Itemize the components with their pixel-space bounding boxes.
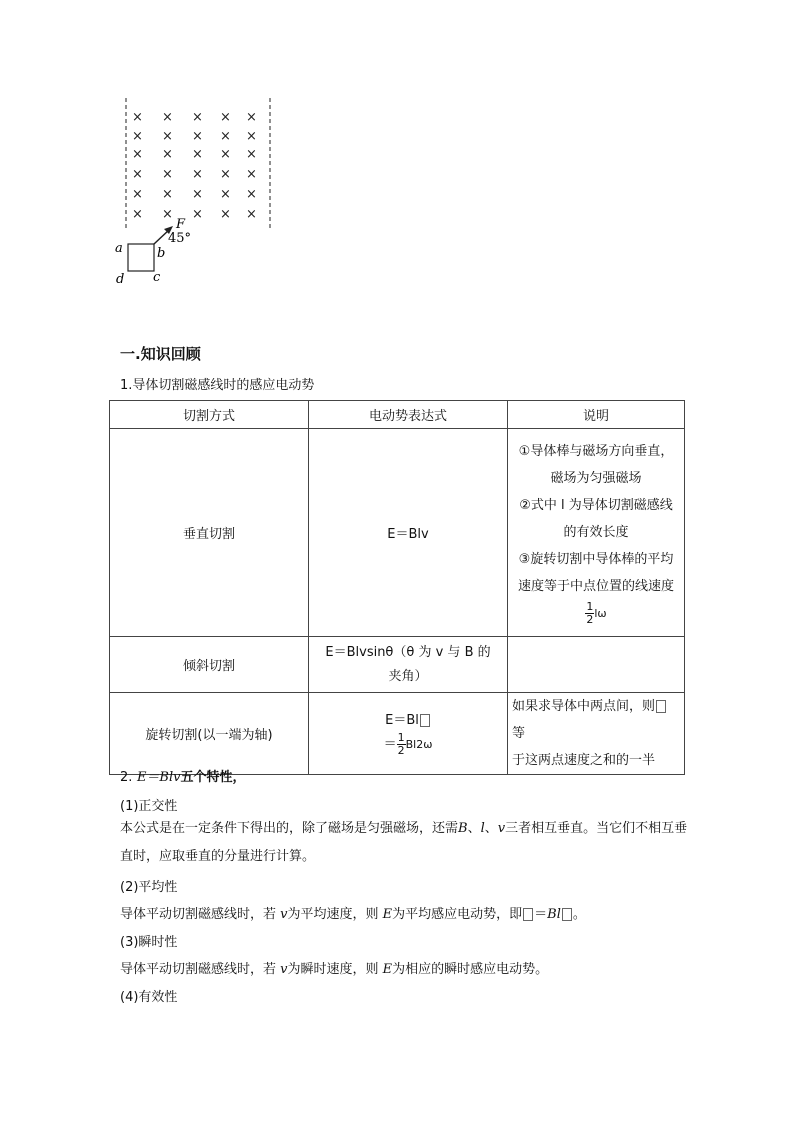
label-d: d [116,272,125,287]
magnetic-field-figure [108,94,288,294]
label-angle: 45° [168,231,192,246]
row2-method: 倾斜切割 [110,637,309,693]
table-row [110,429,685,637]
item-average-text: 导体平动切割磁感线时，若 v为平均速度，则 E为平均感应电动势，即 ＝Bl 。 [120,907,586,922]
field-cross-mark: × [220,207,231,222]
field-cross-mark: × [132,167,143,182]
item-effective-title: (4)有效性 [120,990,178,1005]
row3-notes: 如果求导体中两点间，则等 于这两点速度之和的一半 [508,693,685,775]
missing-glyph-box [523,908,533,921]
table-row [110,637,685,693]
note-fraction-line [512,600,680,627]
fraction: $\frac{1}{2}$ [586,600,594,626]
field-cross-mark: × [220,129,231,144]
item-instant-text: 导体平动切割磁感线时，若 v为瞬时速度，则 E为相应的瞬时感应电动势。 [120,962,549,977]
fraction: $\frac{1}{2}$ [397,731,405,757]
row2-notes [508,637,685,693]
label-c: c [153,270,161,285]
field-cross-mark: × [246,207,257,222]
field-cross-mark: × [220,147,231,162]
row1-method: 垂直切割 [110,429,309,637]
missing-glyph-box [656,700,666,713]
field-cross-mark: × [162,167,173,182]
field-crosses [132,110,257,222]
item-orthogonality-title: (1)正交性 [120,799,178,814]
field-cross-mark: × [192,110,203,125]
note-line: 的有效长度 [563,525,629,540]
header-notes: 说明 [508,401,685,429]
subsection-title: 1.导体切割磁感线时的感应电动势 [120,378,315,393]
item-orthogonality-text: 本公式是在一定条件下得出的，除了磁场是匀强磁场，还需B、l、v三者相互垂直。当它们不相互垂直时，应取垂直的分量进行计算。 [120,821,688,864]
field-cross-mark: × [246,129,257,144]
item-average-title: (2)平均性 [120,880,178,895]
note-line: ②式中 l 为导体切割磁感线 [519,498,673,513]
section2-title: 2. E＝Blv五个特性， [120,770,246,785]
field-cross-mark: × [220,110,231,125]
field-cross-mark: × [192,187,203,202]
missing-glyph-box [420,714,430,727]
row1-expression: E＝Blv [309,429,508,637]
row1-notes [508,429,685,637]
header-expression: 电动势表达式 [309,401,508,429]
field-cross-mark: × [192,129,203,144]
missing-glyph-box [562,908,572,921]
field-cross-mark: × [162,147,173,162]
field-cross-mark: × [192,147,203,162]
field-cross-mark: × [132,129,143,144]
field-cross-mark: × [162,129,173,144]
header-method: 切割方式 [110,401,309,429]
field-cross-mark: × [162,110,173,125]
table-row [110,693,685,775]
field-cross-mark: × [192,207,203,222]
label-b: b [157,246,166,261]
field-cross-mark: × [220,187,231,202]
field-cross-mark: × [220,167,231,182]
note-line: 速度等于中点位置的线速度 [517,579,674,594]
field-cross-mark: × [192,167,203,182]
field-cross-mark: × [246,110,257,125]
label-force: F [176,217,186,232]
field-cross-mark: × [162,187,173,202]
fraction-tail: lω [594,607,607,620]
label-a: a [115,241,123,256]
field-cross-mark: × [132,110,143,125]
row2-expression: E＝Blvsinθ（θ 为 v 与 B 的 夹角） [309,637,508,693]
row3-method: 旋转切割(以一端为轴) [110,693,309,775]
square-loop [128,244,154,271]
table-header-row [110,401,685,429]
field-cross-mark: × [246,167,257,182]
emf-table [109,400,685,775]
field-cross-mark: × [246,147,257,162]
field-cross-mark: × [162,207,173,222]
field-cross-mark: × [132,187,143,202]
item-instant-title: (3)瞬时性 [120,935,178,950]
note-line: ①导体棒与磁场方向垂直， [518,444,674,459]
section-title: 一.知识回顾 [120,345,201,363]
field-cross-mark: × [132,207,143,222]
field-cross-mark: × [246,187,257,202]
note-line: 磁场为匀强磁场 [550,471,642,486]
field-cross-mark: × [132,147,143,162]
row3-expression: E＝Bl ＝ $\frac{1}{2}$ Bl2ω [309,693,508,775]
note-line: ③旋转切割中导体棒的平均 [518,552,674,567]
